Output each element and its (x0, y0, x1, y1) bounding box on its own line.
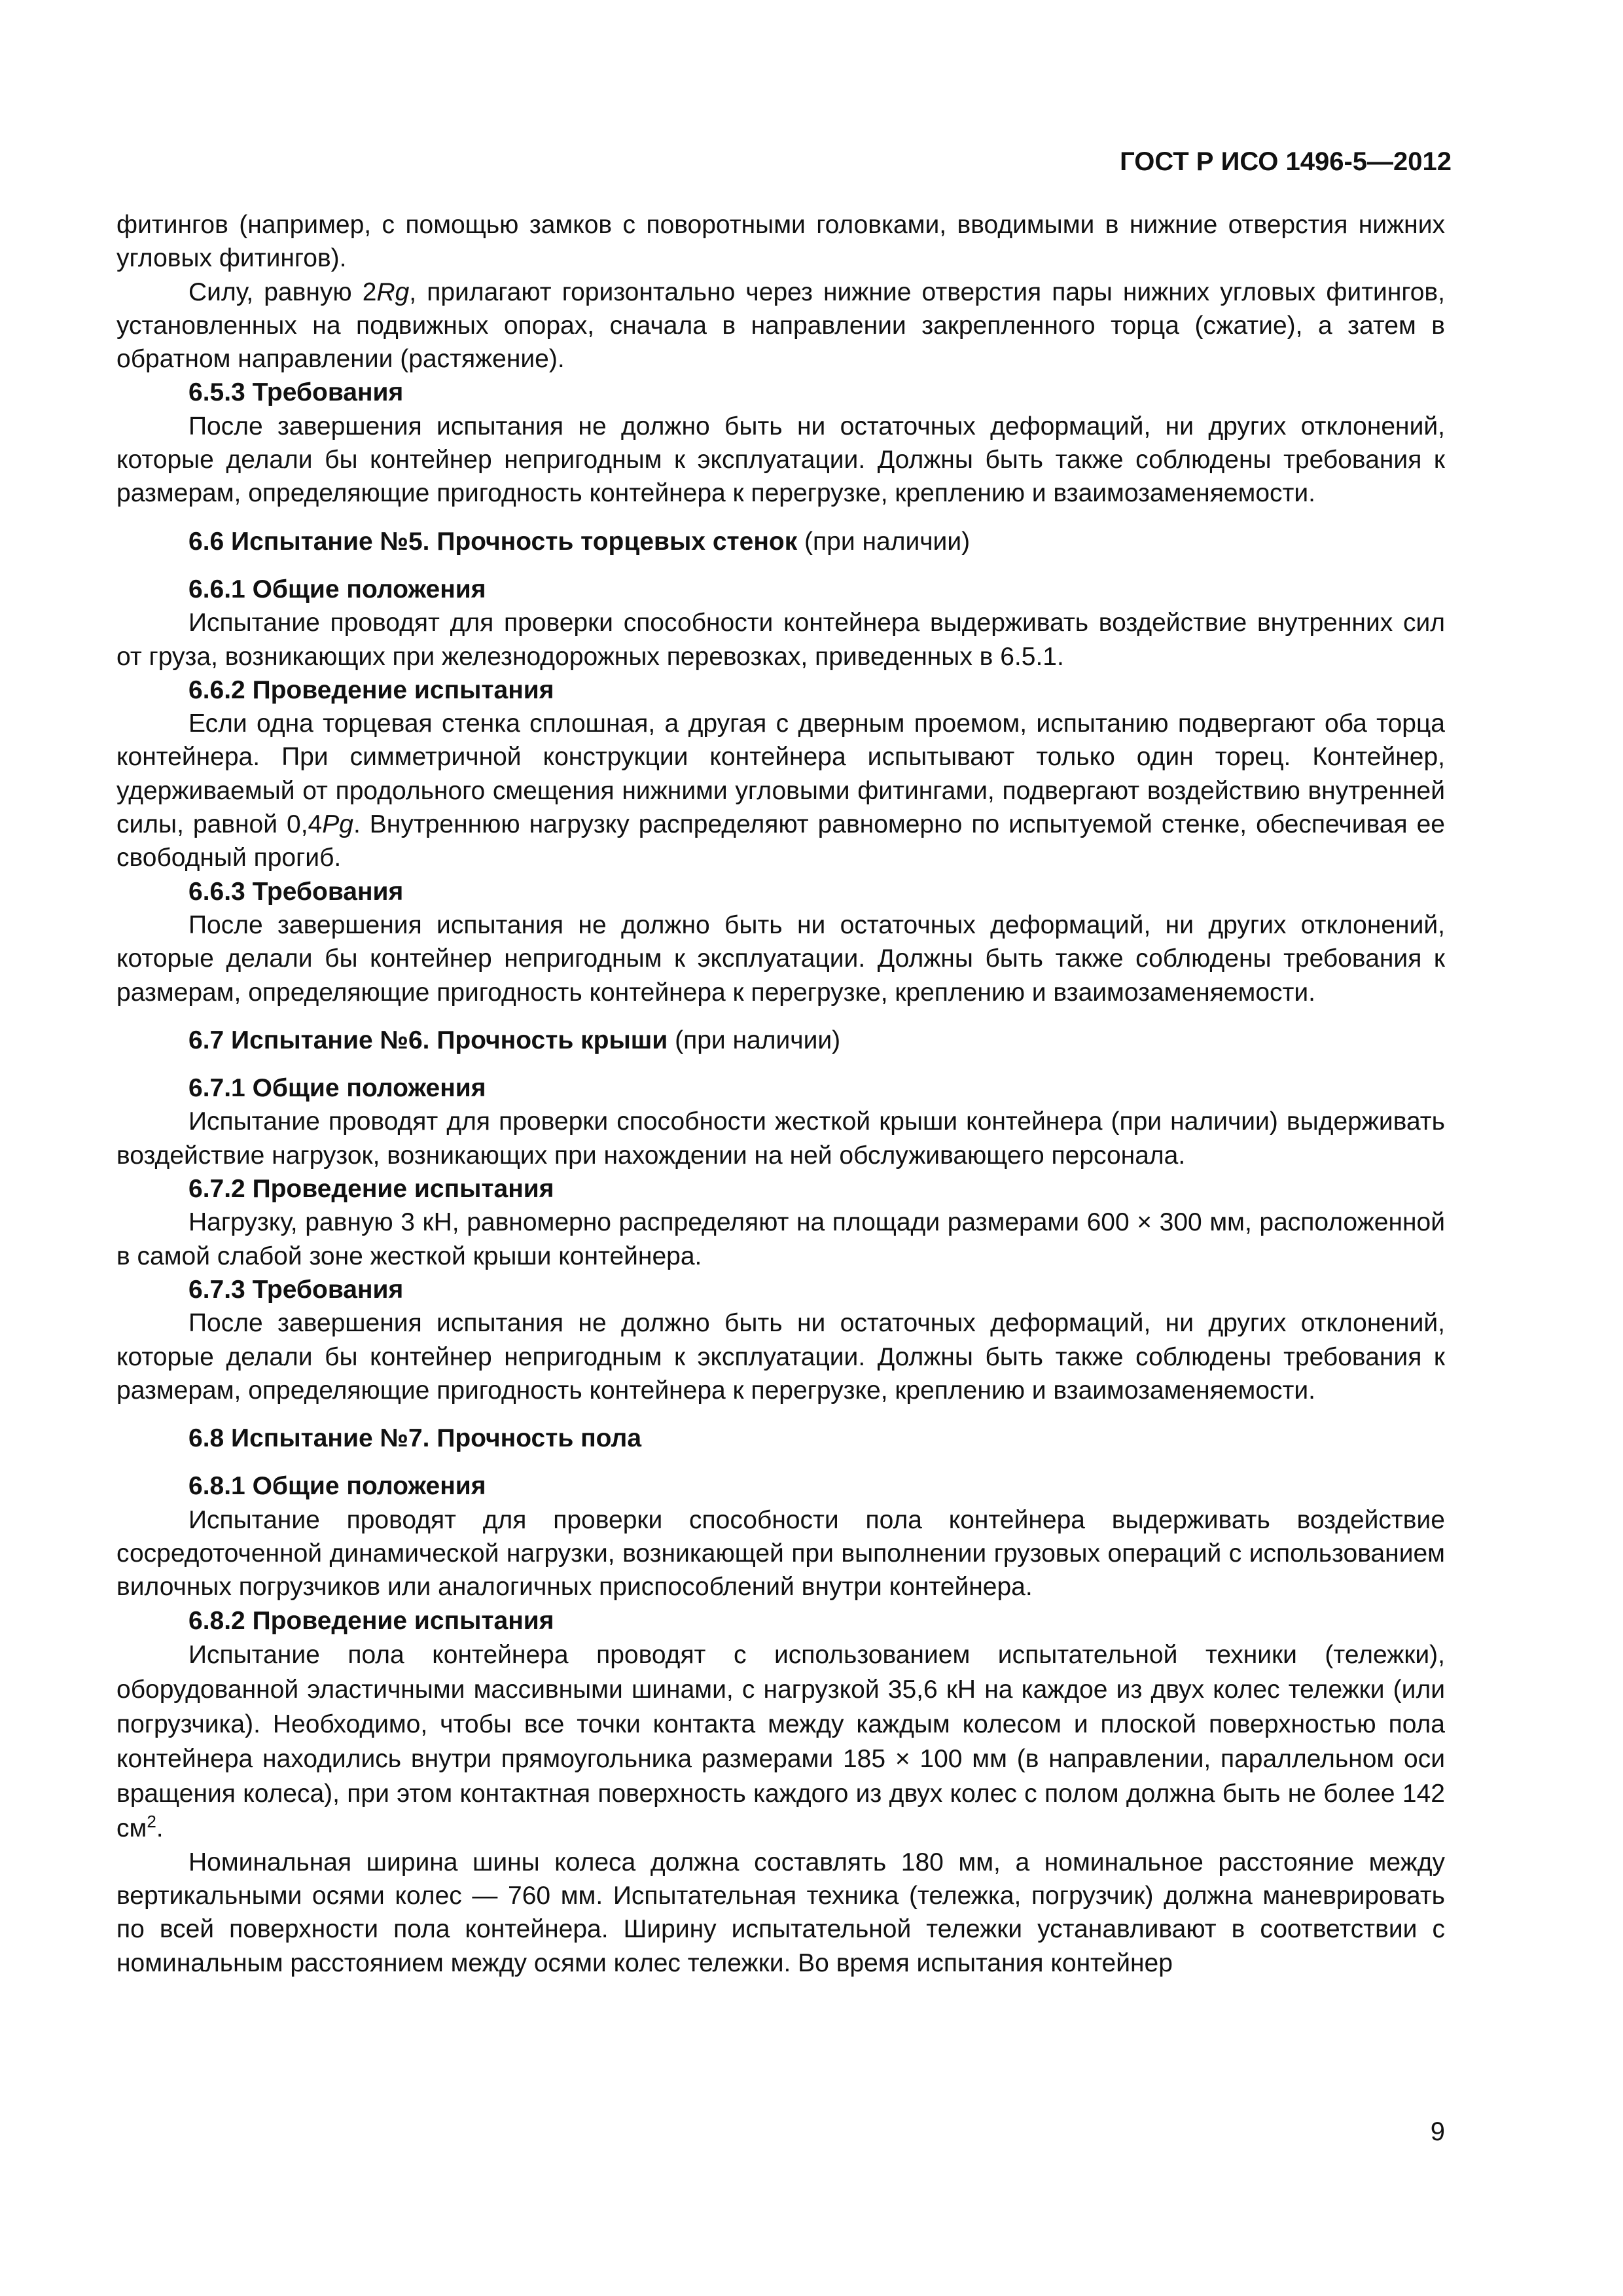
section-title: 6.8 Испытание №7. Прочность пола (188, 1424, 642, 1453)
section-heading-6-7 (116, 1024, 1445, 1057)
paragraph-6-6-2 (116, 707, 1445, 874)
paragraph-text: , прилагают горизонтально через нижние отверстия пары нижних угловых фитингов, установленных на подвижных опорах, сначала в направлении закрепленного торца (сжатие), а затем в обратном направлении (растяжение). (116, 278, 1445, 374)
section-heading-6-6 (116, 525, 1445, 558)
section-title: 6.7 Испытание №6. Прочность крыши (188, 1026, 668, 1054)
paragraph-6-7-3: После завершения испытания не должно быть ни остаточных деформаций, ни других отклонений, которые делали бы контейнер непригодным к эксплуатации. Должны быть также соблюдены требования к размерам, определяющие пригодность контейнера к перегрузке, креплению и взаимозаменяемости. (116, 1309, 1445, 1405)
subsection-heading-6-7-1: 6.7.1 Общие положения (188, 1074, 486, 1103)
formula-variable: Pg (322, 810, 353, 839)
paragraph-text: Испытание пола контейнера проводят с использованием испытательной техники (тележки), оборудованной эластичными массивными шинами, с нагрузкой 35,6 кН на каждое из двух колес тележки (или погрузчика). Необходимо, чтобы все точки контакта между каждым колесом и плоской поверхностью пола контейнера находились внутри прямоугольника размерами 185 × 100 мм (в направлении, параллельном оси вращения колеса), при этом контактная поверхность каждого из двух колес с полом должна быть не более 142 см (116, 1640, 1445, 1842)
subsection-heading-6-6-2: 6.6.2 Проведение испытания (188, 675, 554, 704)
paragraph-text: Если одна торцевая стенка сплошная, а другая с дверным проемом, испытанию подвергают оба торца контейнера. При симметричной конструкции контейнера испытывают только один торец. Контейнер, удерживаемый от продольного смещения нижними угловыми фитингами, подвергают воздействию внутренней силы, равной 0,4 (116, 709, 1445, 839)
subsection-heading-6-6-3: 6.6.3 Требования (188, 877, 404, 906)
section-heading-6-8 (116, 1422, 1445, 1455)
paragraph-6-8-2-continued: Номинальная ширина шины колеса должна составлять 180 мм, а номинальное расстояние между вертикальными осями колес — 760 мм. Испытательная техника (тележка, погрузчик) должна маневрировать по всей поверхности пола контейнера. Ширину испытательной тележки устанавливают в соответствии с номинальным расстоянием между осями колес тележки. Во время испытания контейнер (116, 1848, 1445, 1977)
paragraph-force (116, 276, 1445, 376)
subsection-heading-6-7-3: 6.7.3 Требования (188, 1275, 404, 1304)
paragraph-text: . (156, 1814, 164, 1842)
paragraph-6-8-2 (116, 1638, 1445, 1846)
paragraph-6-8-1: Испытание проводят для проверки способности пола контейнера выдерживать воздействие сосредоточенной динамической нагрузки, возникающей при выполнении грузовых операций с использованием вилочных погрузчиков или аналогичных приспособлений внутри контейнера. (116, 1505, 1445, 1602)
subsection-heading-6-6-1: 6.6.1 Общие положения (188, 575, 486, 603)
paragraph-text: фитингов (например, с помощью замков с поворотными головками, вводимыми в нижние отверстия нижних угловых фитингов). (116, 211, 1445, 273)
subsection-heading-6-5-3: 6.5.3 Требования (188, 378, 404, 407)
paragraph-continuation (116, 208, 1445, 276)
formula-variable: Rg (376, 278, 410, 306)
paragraph-6-7-1: Испытание проводят для проверки способности жесткой крыши контейнера (при наличии) выдерживать воздействие нагрузок, возникающих при нахождении на ней обслуживающего персонала. (116, 1107, 1445, 1170)
document-header: ГОСТ Р ИСО 1496-5—2012 (1120, 147, 1452, 176)
section-note: (при наличии) (797, 527, 971, 556)
paragraph-6-6-3: После завершения испытания не должно быть ни остаточных деформаций, ни других отклонений, которые делали бы контейнер непригодным к эксплуатации. Должны быть также соблюдены требования к размерам, определяющие пригодность контейнера к перегрузке, креплению и взаимозаменяемости. (116, 910, 1445, 1007)
document-body (116, 208, 1445, 1980)
paragraph-text: Силу, равную 2 (188, 278, 377, 306)
section-note: (при наличии) (668, 1026, 841, 1054)
paragraph-text: . Внутреннюю нагрузку распределяют равномерно по испытуемой стенке, обеспечивая ее свободный прогиб. (116, 810, 1445, 872)
page-number: 9 (1430, 2117, 1445, 2146)
section-title: 6.6 Испытание №5. Прочность торцевых стенок (188, 527, 798, 556)
paragraph-6-7-2: Нагрузку, равную 3 кН, равномерно распределяют на площади размерами 600 × 300 мм, расположенной в самой слабой зоне жесткой крыши контейнера. (116, 1208, 1445, 1270)
subsection-heading-6-7-2: 6.7.2 Проведение испытания (188, 1175, 554, 1204)
paragraph-6-6-1: Испытание проводят для проверки способности контейнера выдерживать воздействие внутренних сил от груза, возникающих при железнодорожных перевозках, приведенных в 6.5.1. (116, 609, 1445, 671)
subsection-heading-6-8-1: 6.8.1 Общие положения (188, 1472, 486, 1501)
subsection-heading-6-8-2: 6.8.2 Проведение испытания (188, 1606, 554, 1635)
superscript: 2 (147, 1811, 156, 1831)
paragraph-6-5-3: После завершения испытания не должно быть ни остаточных деформаций, ни других отклонений, которые делали бы контейнер непригодным к эксплуатации. Должны быть также соблюдены требования к размерам, определяющие пригодность контейнера к перегрузке, креплению и взаимозаменяемости. (116, 412, 1445, 508)
